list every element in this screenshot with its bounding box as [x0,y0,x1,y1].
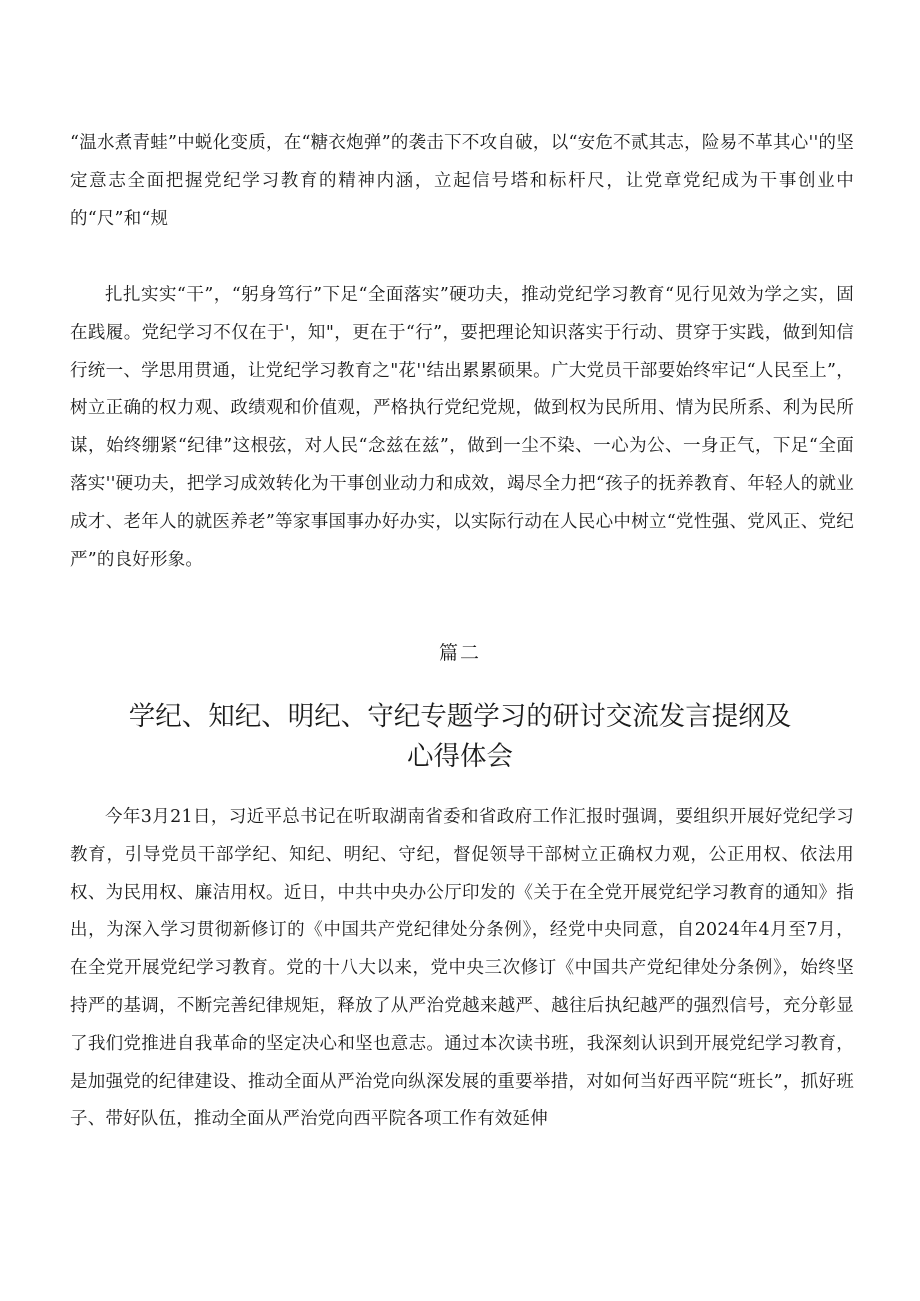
article-title-line-2: 心得体会 [407,741,513,772]
body-paragraph: 扎扎实实“干”，“躬身笃行”下足“全面落实”硬功夫，推动党纪学习教育“见行见效为学之实，固在践履。党纪学习不仅在于'，知"，更在于“行”，要把理论知识落实于行动、贯穿于实践，做到知信行统一、学思用贯通，让党纪学习教育之"花''结出累累硕果。广大党员干部要始终牢记“人民至上”，树立正确的权力观、政绩观和价值观，严格执行党纪党规，做到权为民所用、情为民所系、利为民所谋，始终绷紧“纪律”这根弦，对人民“念兹在兹”，做到一尘不染、一心为公、一身正气，下足“全面落实''硬功夫，把学习成效转化为干事创业动力和成效，竭尽全力把“孩子的抚养教育、年轻人的就业成才、老年人的就医养老”等家事国事办好办实，以实际行动在人民心中树立“党性强、党风正、党纪严”的良好形象。 [70,285,854,570]
section-label: 篇二 [438,642,481,664]
article-title [110,697,810,777]
body-paragraph: 今年3月21日，习近平总书记在听取湖南省委和省政府工作汇报时强调，要组织开展好党纪学习教育，引导党员干部学纪、知纪、明纪、守纪，督促领导干部树立正确权力观，公正用权、依法用权、为民用权、廉洁用权。近日，中共中央办公厅印发的《关于在全党开展党纪学习教育的通知》指出，为深入学习贯彻新修订的《中国共产党纪律处分条例》，经党中央同意，自2024年4月至7月，在全党开展党纪学习教育。党的十八大以来，党中央三次修订《中国共产党纪律处分条例》，始终坚持严的基调，不断完善纪律规矩，释放了从严治党越来越严、越往后执纪越严的强烈信号，充分彰显了我们党推进自我革命的坚定决心和坚也意志。通过本次读书班，我深刻认识到开展党纪学习教育，是加强党的纪律建设、推动全面从严治党向纵深发展的重要举措，对如何当好西平院“班长”，抓好班子、带好队伍，推动全面从严治党向西平院各项工作有效延伸 [70,807,854,1130]
body-paragraph: “温水煮青蛙”中蜕化变质，在“糖衣炮弹”的袭击下不攻自破，以“安危不贰其志，险易不革其心''的坚定意志全面把握党纪学习教育的精神内涵，立起信号塔和标杆尺，让党章党纪成为干事创业中的“尺”和“规 [70,133,854,229]
article-title-line-1: 学纪、知纪、明纪、守纪专题学习的研讨交流发言提纲及 [128,701,792,732]
